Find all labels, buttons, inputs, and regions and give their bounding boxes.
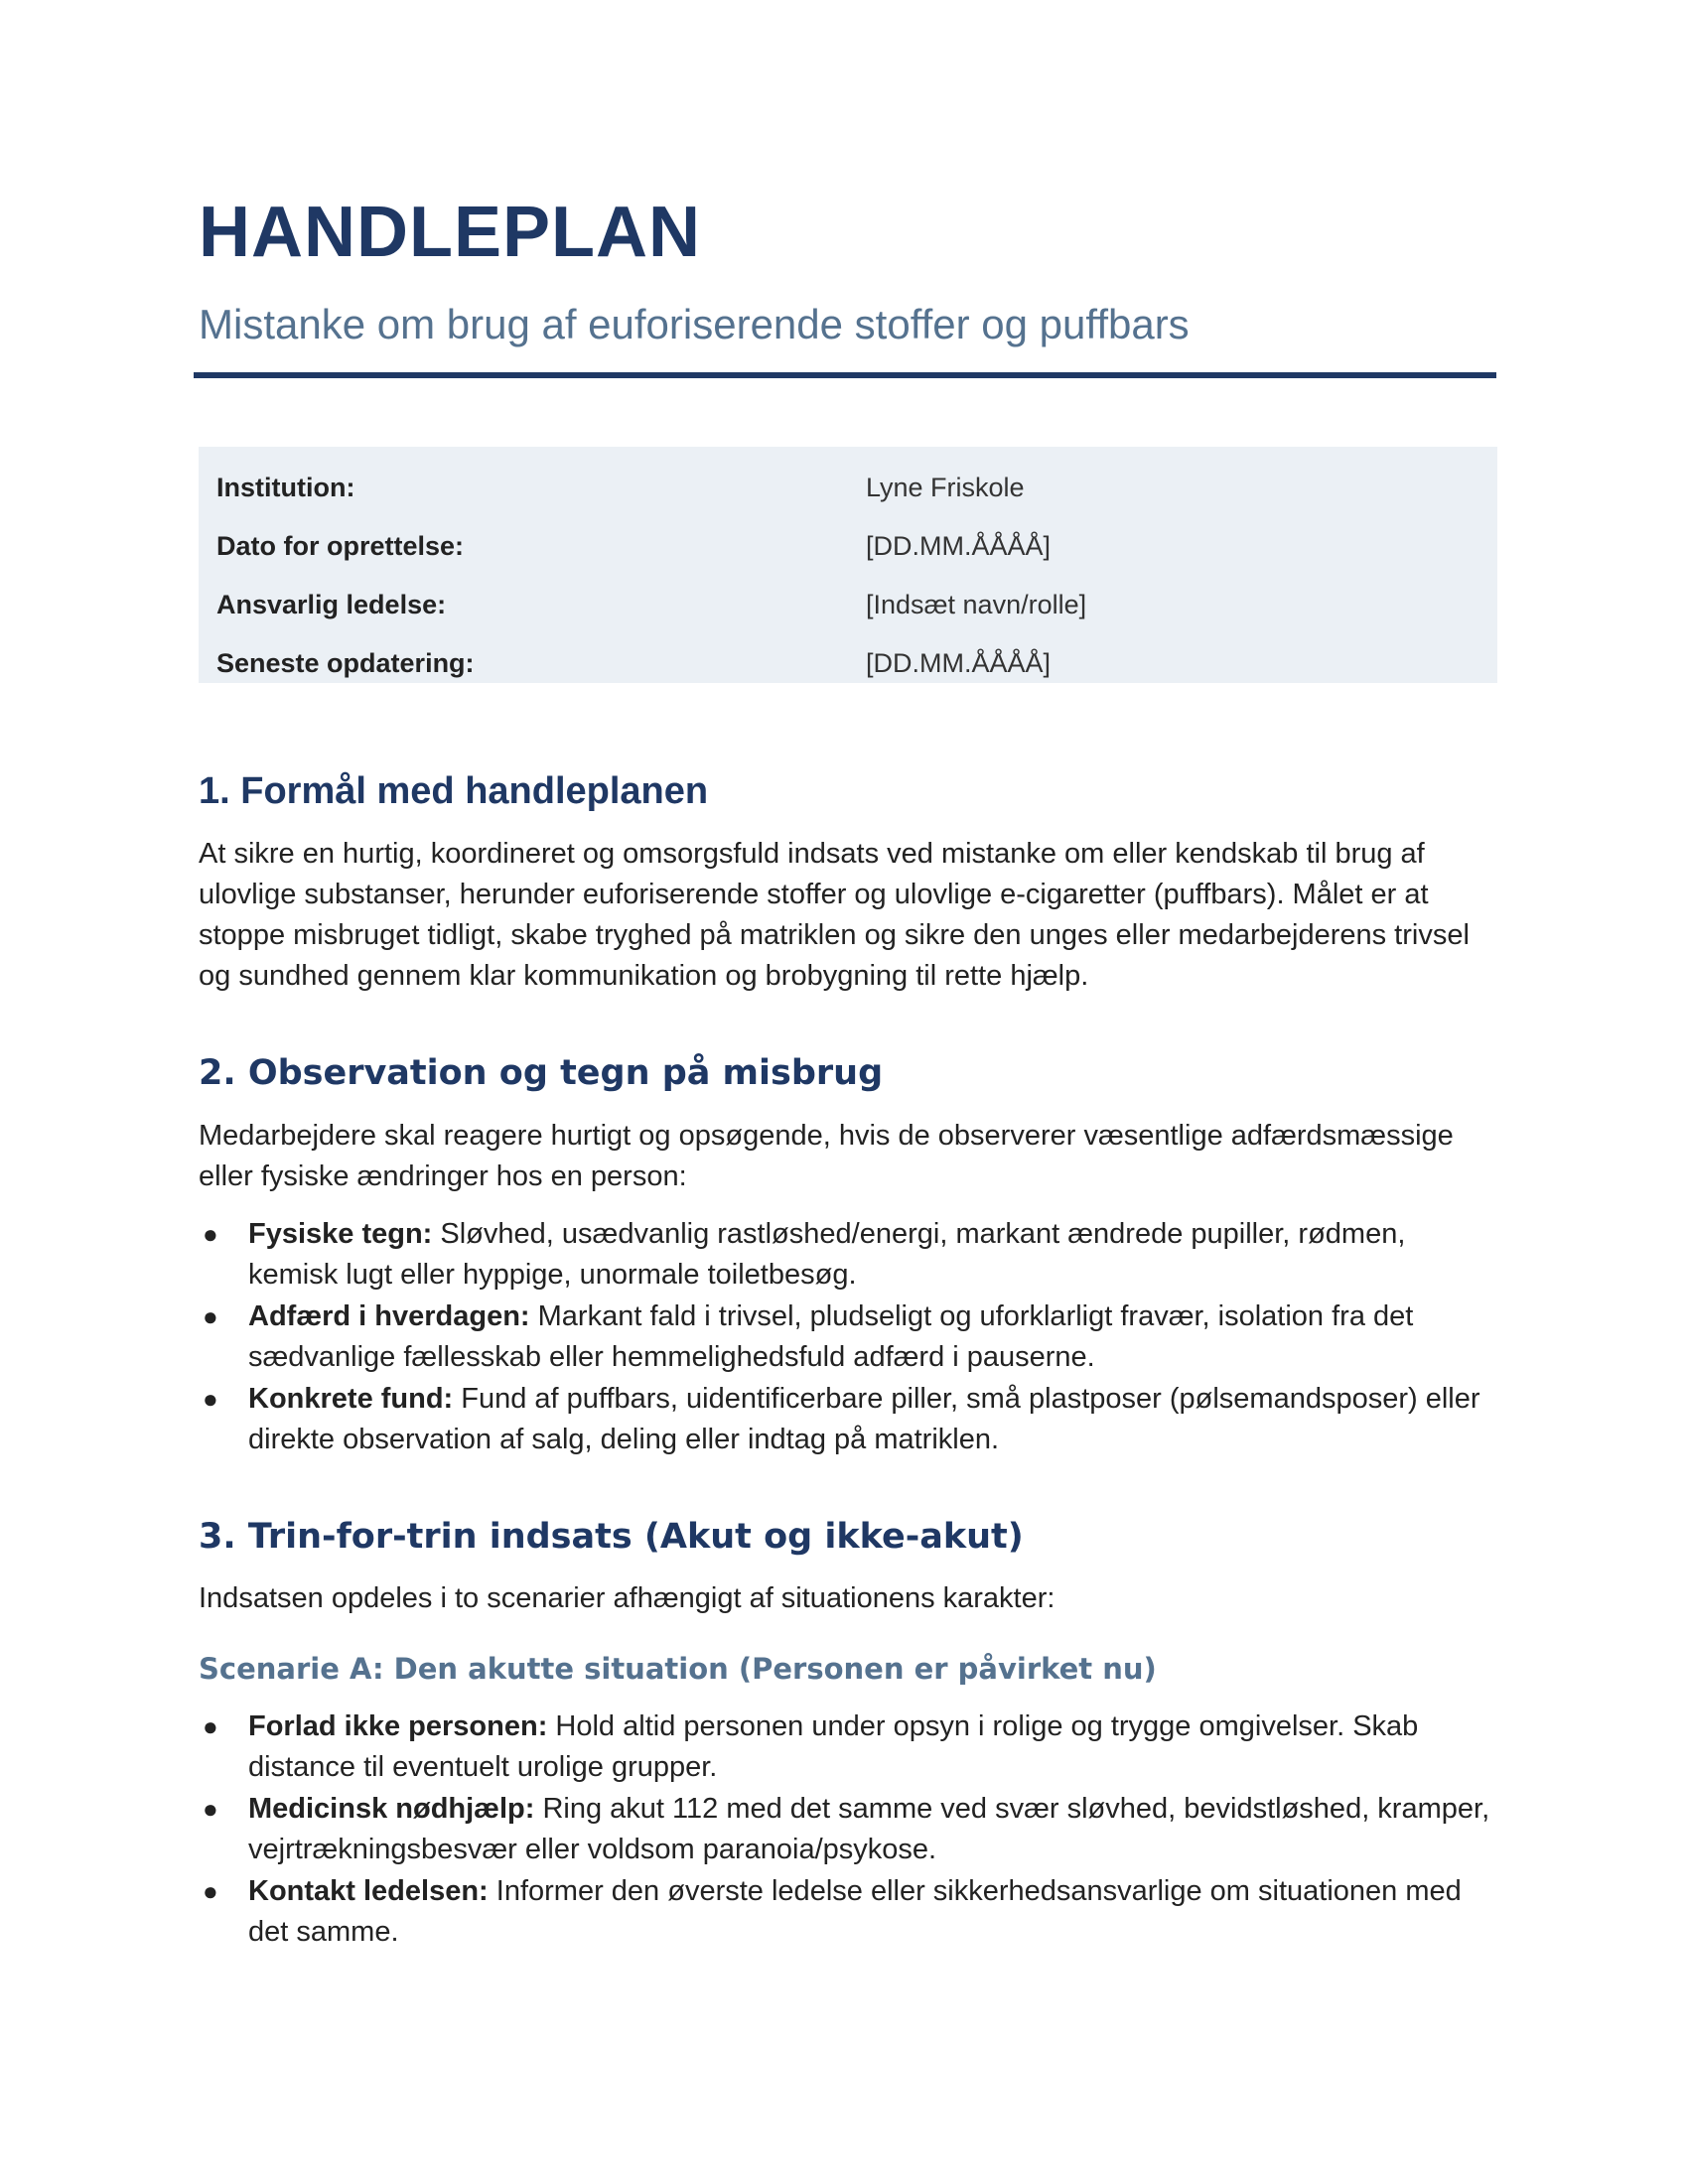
document-title: HANDLEPLAN — [199, 193, 701, 272]
list-item — [199, 1297, 1499, 1378]
info-label: Dato for oprettelse: — [216, 531, 465, 561]
scenario-a-heading: Scenarie A: Den akutte situation (Personen er påvirket nu) — [199, 1652, 1157, 1686]
bullet-icon: ● — [203, 1219, 218, 1249]
info-row-last-updated — [199, 634, 1497, 693]
list-item-text: Sløvhed, usædvanlig rastløshed/energi, markant ændrede pupiller, rødmen, kemisk lugt eller hyppige, unormale toiletbesøg. — [248, 1218, 1406, 1291]
title-divider — [194, 372, 1496, 378]
list-item-lead: Medicinsk nødhjælp: — [248, 1793, 535, 1825]
list-item-text: Informer den øverste ledelse eller sikkerhedsansvarlige om situationen med det samme. — [248, 1875, 1462, 1948]
list-item — [199, 1379, 1499, 1460]
info-table — [199, 447, 1497, 683]
list-item-text: Hold altid personen under opsyn i rolige og trygge omgivelser. Skab distance til eventuelt urolige grupper. — [248, 1710, 1419, 1783]
info-row-responsible — [199, 576, 1497, 634]
list-item-text: Fund af puffbars, uidentificerbare piller, små plastposer (pølsemandsposer) eller direkte observation af salg, deling eller indtag på matriklen. — [248, 1383, 1480, 1455]
bullet-icon: ● — [203, 1384, 218, 1414]
bullet-icon: ● — [203, 1711, 218, 1741]
list-item — [199, 1871, 1499, 1953]
info-value: [Indsæt navn/rolle] — [866, 590, 1087, 619]
info-value: [DD.MM.ÅÅÅÅ] — [866, 648, 1052, 678]
list-item-text: Ring akut 112 med det samme ved svær sløvhed, bevidstløshed, kramper, vejrtrækningsbesvær eller voldsom paranoia/psykose. — [248, 1793, 1490, 1865]
section-2-heading: 2. Observation og tegn på misbrug — [199, 1053, 884, 1093]
info-value: [DD.MM.ÅÅÅÅ] — [866, 531, 1052, 561]
bullet-icon: ● — [203, 1794, 218, 1824]
bullet-icon: ● — [203, 1876, 218, 1906]
info-label: Seneste opdatering: — [216, 648, 475, 678]
section-3-intro: Indsatsen opdeles i to scenarier afhængigt af situationens karakter: — [199, 1582, 1055, 1614]
info-row-created-date — [199, 517, 1497, 576]
info-label: Ansvarlig ledelse: — [216, 590, 447, 619]
list-item — [199, 1789, 1499, 1870]
info-row-institution — [199, 459, 1497, 517]
info-value: Lyne Friskole — [866, 473, 1025, 502]
list-item-lead: Forlad ikke personen: — [248, 1710, 548, 1742]
section-2-intro: Medarbejdere skal reagere hurtigt og opsøgende, hvis de observerer væsentlige adfærdsmæssige eller fysiske ændringer hos en person: — [199, 1120, 1454, 1192]
scenario-a-list — [199, 1706, 1499, 1954]
list-item-text: Markant fald i trivsel, pludseligt og uforklarligt fravær, isolation fra det sædvanlige fællesskab eller hemmelighedsfuld adfærd i pauserne. — [248, 1300, 1414, 1373]
list-item — [199, 1706, 1499, 1788]
info-label: Institution: — [216, 473, 355, 502]
section-1-heading: 1. Formål med handleplanen — [199, 770, 709, 812]
bullet-icon: ● — [203, 1301, 218, 1331]
section-3-heading: 3. Trin-for-trin indsats (Akut og ikke-akut) — [199, 1517, 1024, 1557]
list-item — [199, 1214, 1499, 1296]
list-item-lead: Fysiske tegn: — [248, 1218, 433, 1250]
section-2-list — [199, 1214, 1499, 1461]
list-item-lead: Kontakt ledelsen: — [248, 1875, 489, 1907]
list-item-lead: Adfærd i hverdagen: — [248, 1300, 530, 1332]
document-subtitle: Mistanke om brug af euforiserende stoffer og puffbars — [199, 301, 1190, 347]
list-item-lead: Konkrete fund: — [248, 1383, 454, 1415]
section-1-body: At sikre en hurtig, koordineret og omsorgsfuld indsats ved mistanke om eller kendskab til brug af ulovlige substanser, herunder euforiserende stoffer og ulovlige e-cigaretter (puffbars). Målet er at stoppe misbruget tidligt, skabe tryghed på matriklen og sikre den unges eller medarbejderens trivsel og sundhed gennem klar kommunikation og brobygning til rette hjælp. — [199, 838, 1470, 992]
